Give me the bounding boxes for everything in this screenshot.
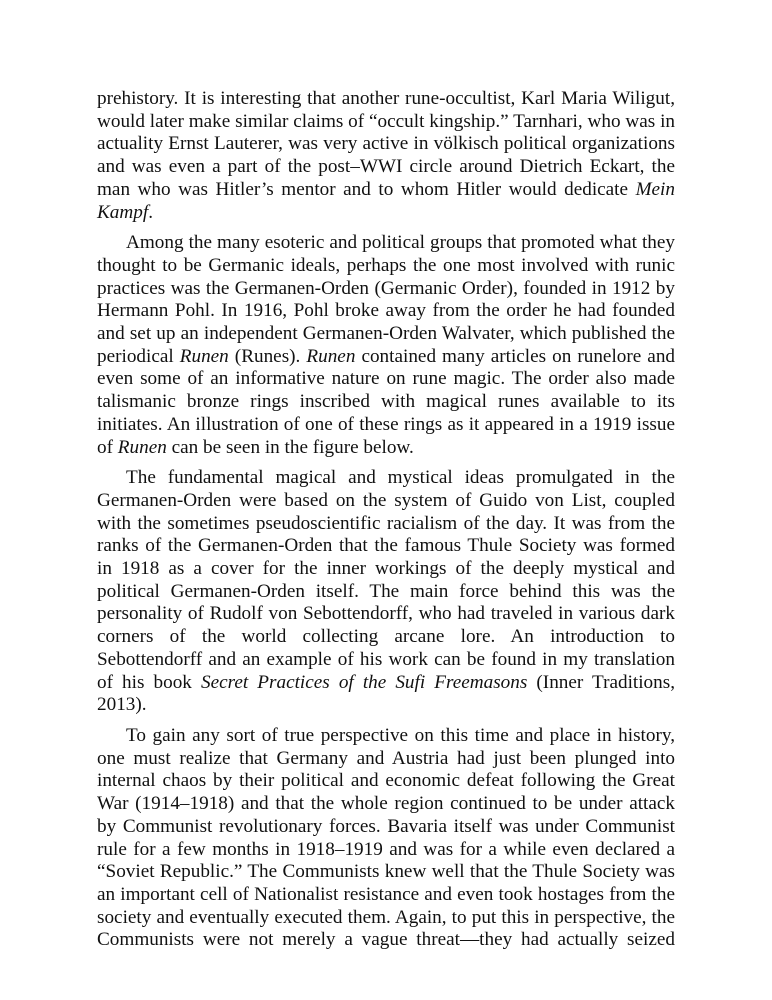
text-run: Among the many esoteric and political groups that promoted what they thought to be Germanic ideals, perhaps the one most involved with runic practices was the Germanen-Orden (Germanic Order), founded in 1912 by Hermann Pohl. In 1916, Pohl broke away from the order he had founded and set up an independent Germanen-Orden Walvater, which published the periodical [97,232,675,367]
text-run: contained many articles on runelore and even some of an informative nature on rune magic. The order also made talismanic bronze rings inscribed with magical runes available to its initiates. An illustration of one of these rings as it appeared in a 1919 issue of [97,345,676,458]
text-run: The fundamental magical and mystical ideas promulgated in the Germanen-Orden were based on the system of Guido von List, coupled with the sometimes pseudoscientific racialism of the day. It was from the ranks of the Germanen-Orden that the famous Thule Society was formed in 1918 as a cover for the inner workings of the deeply mystical and political Germanen-Orden itself. The main force behind this was the personality of Rudolf von Sebottendorff, who had traveled in various dark corners of the world collecting arcane lore. An introduction to Sebottendorff and an example of his work can be found in my translation of his book [97,467,675,693]
text-run: can be seen in the figure below. [166,436,414,458]
book-page-text [97,88,675,960]
text-run: (Runes). [228,345,307,367]
paragraph-4 [97,725,675,952]
italic-title-mein-kampf: Mein Kampf [97,178,675,223]
italic-title-runen: Runen [306,345,356,367]
paragraph-3 [97,467,675,717]
text-run: To gain any sort of true perspective on this time and place in history, one must realize that Germany and Austria had just been plunged into internal chaos by their political and economic defeat following the Great War (1914–1918) and that the whole region continued to be under attack by Communist revolutionary forces. Bavaria itself was under Communist rule for a few months in 1918–1919 and was for a while even declared a “Soviet Republic.” The Communists knew well that the Thule Society was an important cell of Nationalist resistance and even took hostages from the society and eventually executed them. Again, to put this in perspective, the Communists were not merely a vague threat—they had actually seized [97,724,675,951]
italic-title-secret-practices: Secret Practices of the Sufi Freemasons [200,671,528,693]
text-run: prehistory. It is interesting that another rune-occultist, Karl Maria Wiligut, would later make similar claims of “occult kingship.” Tarnhari, who was in actuality Ernst Lauterer, was very active in völkisch political organizations and was even a part of the post–WWI circle around Dietrich Eckart, the man who was Hitler’s mentor and to whom Hitler would dedicate [97,88,675,200]
italic-title-runen: Runen [117,436,167,458]
paragraph-1 [97,88,675,224]
text-run: (Inner Traditions, 2013). [97,671,676,716]
paragraph-2 [97,232,675,459]
italic-title-runen: Runen [179,345,229,367]
text-run: . [148,201,153,223]
